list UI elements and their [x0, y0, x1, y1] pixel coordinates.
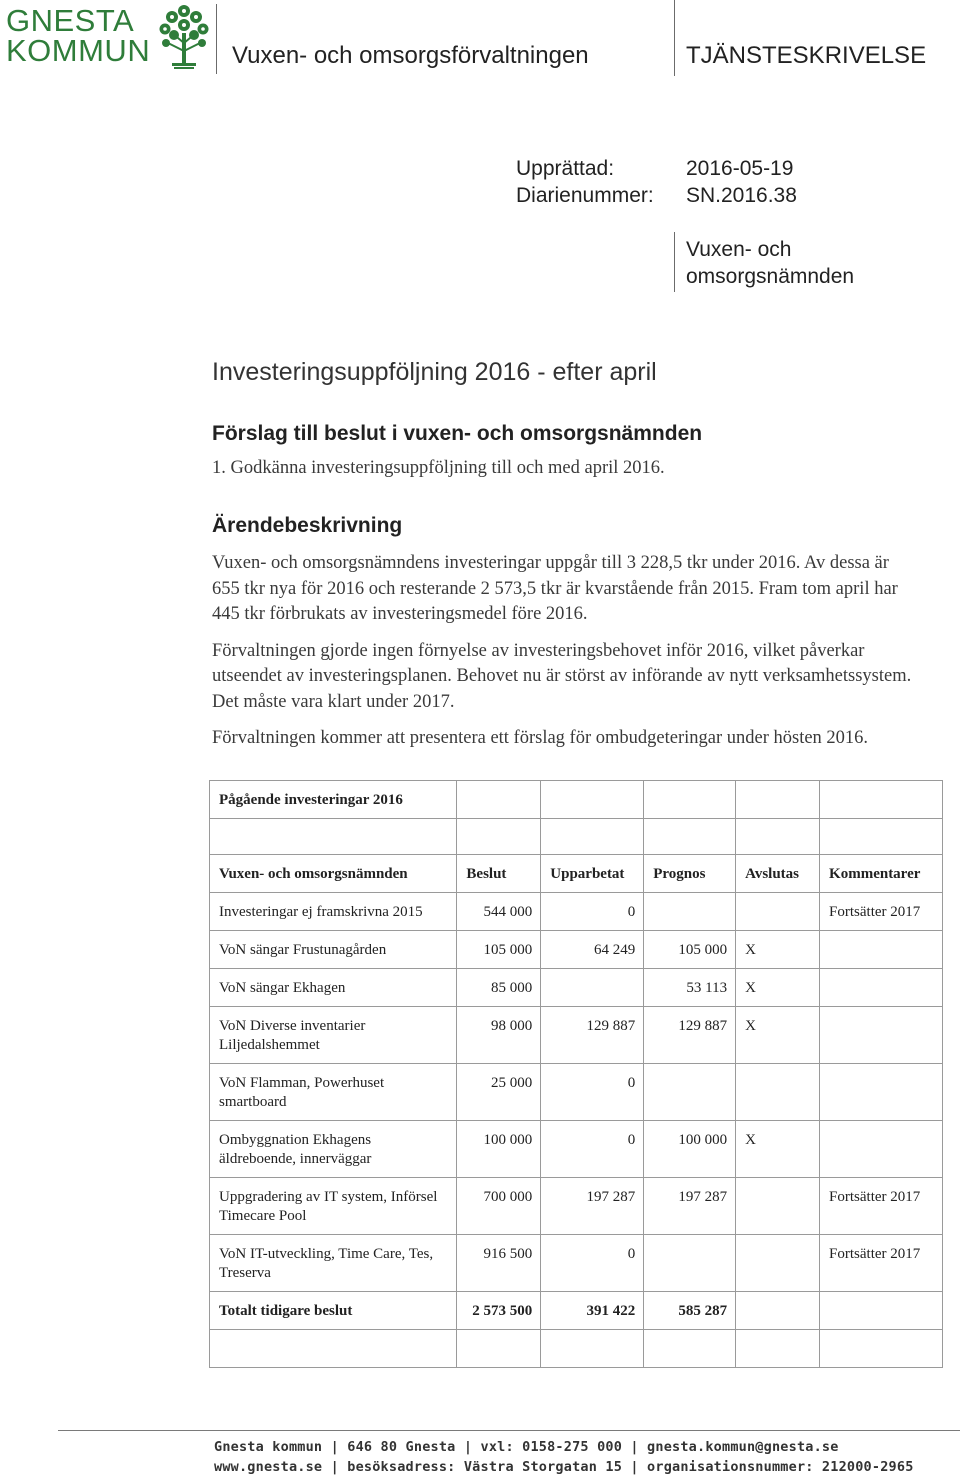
table-total-row [210, 1292, 943, 1330]
table-row [210, 969, 943, 1007]
row-label: VoN Diverse inventarier Liljedalshemmet [210, 1007, 457, 1064]
investments-table [209, 780, 943, 1368]
column-header: Avslutas [736, 855, 820, 893]
diary-number: SN.2016.38 [686, 184, 797, 207]
cell-beslut: 100 000 [457, 1121, 541, 1178]
cell-avslutas: X [736, 931, 820, 969]
cell-avslutas: X [736, 1007, 820, 1064]
table-row [210, 1007, 943, 1064]
table-empty-row [210, 1330, 943, 1368]
total-avslutas [736, 1292, 820, 1330]
cell-avslutas [736, 1235, 820, 1292]
cell-upparbetat: 64 249 [541, 931, 644, 969]
table-header-row [210, 855, 943, 893]
column-header: Prognos [644, 855, 736, 893]
proposal-item: 1. Godkänna investeringsuppföljning till och med april 2016. [212, 458, 665, 478]
row-label: VoN Flamman, Powerhuset smartboard [210, 1064, 457, 1121]
cell-kommentar [820, 969, 943, 1007]
total-beslut: 2 573 500 [457, 1292, 541, 1330]
recipient-line-1: Vuxen- och [686, 238, 792, 261]
cell-kommentar: Fortsätter 2017 [820, 1178, 943, 1235]
cell-avslutas [736, 893, 820, 931]
table-row [210, 1235, 943, 1292]
recipient-divider [674, 232, 675, 292]
cell-avslutas [736, 1178, 820, 1235]
description-body [212, 551, 912, 752]
cell-beslut: 85 000 [457, 969, 541, 1007]
cell-upparbetat: 0 [541, 893, 644, 931]
table-row [210, 1121, 943, 1178]
recipient-line-2: omsorgsnämnden [686, 265, 855, 288]
total-upparbetat: 391 422 [541, 1292, 644, 1330]
total-prognos: 585 287 [644, 1292, 736, 1330]
description-paragraph-3: Förvaltningen kommer att presentera ett förslag för ombudgeteringar under hösten 2016. [212, 728, 869, 748]
cell-prognos [644, 1064, 736, 1121]
description-paragraph-2: Förvaltningen gjorde ingen förnyelse av investeringsbehovet inför 2016, vilket påverkar utseendet av investeringsplanen. Behovet nu är störst av införande av nytt verksamhetssystem. Det måste vara klart under 2017. [212, 640, 912, 712]
diary-label: Diarienummer: [516, 184, 654, 207]
column-header: Vuxen- och omsorgsnämnden [210, 855, 457, 893]
footer-divider [58, 1430, 960, 1431]
table-row [210, 1178, 943, 1235]
cell-kommentar [820, 931, 943, 969]
cell-upparbetat: 197 287 [541, 1178, 644, 1235]
cell-upparbetat: 0 [541, 1235, 644, 1292]
cell-beslut: 916 500 [457, 1235, 541, 1292]
table-row [210, 893, 943, 931]
document-title: Investeringsuppföljning 2016 - efter april [212, 358, 657, 386]
cell-kommentar: Fortsätter 2017 [820, 893, 943, 931]
logo-line-1: GNESTA [6, 3, 135, 38]
document-type: TJÄNSTESKRIVELSE [686, 42, 927, 69]
row-label: VoN IT-utveckling, Time Care, Tes, Treserva [210, 1235, 457, 1292]
cell-avslutas: X [736, 969, 820, 1007]
logo-line-2: KOMMUN [6, 33, 151, 68]
column-header: Kommentarer [820, 855, 943, 893]
column-header: Upparbetat [541, 855, 644, 893]
footer-line-1: Gnesta kommun | 646 80 Gnesta | vxl: 0158-275 000 | gnesta.kommun@gnesta.se [214, 1439, 839, 1455]
table-row [210, 931, 943, 969]
created-label: Upprättad: [516, 157, 615, 180]
cell-beslut: 700 000 [457, 1178, 541, 1235]
cell-prognos: 53 113 [644, 969, 736, 1007]
cell-beslut: 25 000 [457, 1064, 541, 1121]
cell-kommentar [820, 1121, 943, 1178]
cell-upparbetat [541, 969, 644, 1007]
row-label: Uppgradering av IT system, Införsel Timecare Pool [210, 1178, 457, 1235]
logo-wordmark [6, 3, 151, 68]
cell-beslut: 98 000 [457, 1007, 541, 1064]
cell-prognos: 197 287 [644, 1178, 736, 1235]
cell-kommentar [820, 1064, 943, 1121]
cell-prognos: 129 887 [644, 1007, 736, 1064]
cell-avslutas [736, 1064, 820, 1121]
cell-prognos: 105 000 [644, 931, 736, 969]
footer-line-2: www.gnesta.se | besöksadress: Västra Storgatan 15 | organisationsnummer: 212000-2965 [214, 1459, 914, 1475]
cell-prognos: 100 000 [644, 1121, 736, 1178]
table-caption: Pågående investeringar 2016 [210, 781, 457, 819]
description-paragraph-1: Vuxen- och omsorgsnämndens investeringar uppgår till 3 228,5 tkr under 2016. Av dessa är 655 tkr nya för 2016 och resterande 2 573,5 tkr är kvarstående från 2015. Fram tom april har 445 tkr förbrukats av investeringsmedel före 2016. [212, 553, 898, 624]
department-name: Vuxen- och omsorgsförvaltningen [232, 42, 589, 69]
total-kommentar [820, 1292, 943, 1330]
cell-kommentar: Fortsätter 2017 [820, 1235, 943, 1292]
cell-kommentar [820, 1007, 943, 1064]
row-label: Investeringar ej framskrivna 2015 [210, 893, 457, 931]
proposal-heading: Förslag till beslut i vuxen- och omsorgsnämnden [212, 422, 703, 445]
cell-prognos [644, 1235, 736, 1292]
total-label: Totalt tidigare beslut [210, 1292, 457, 1330]
cell-beslut: 105 000 [457, 931, 541, 969]
description-heading: Ärendebeskrivning [212, 514, 403, 537]
table-spacer-row [210, 819, 943, 855]
row-label: VoN sängar Ekhagen [210, 969, 457, 1007]
tree-logo-icon [158, 3, 210, 71]
created-date: 2016-05-19 [686, 157, 794, 180]
header-divider-left [216, 4, 217, 74]
cell-avslutas: X [736, 1121, 820, 1178]
cell-beslut: 544 000 [457, 893, 541, 931]
column-header: Beslut [457, 855, 541, 893]
cell-upparbetat: 0 [541, 1064, 644, 1121]
header-divider-right [674, 0, 675, 76]
row-label: Ombyggnation Ekhagens äldreboende, innerväggar [210, 1121, 457, 1178]
table-row [210, 1064, 943, 1121]
table-caption-row [210, 781, 943, 819]
cell-prognos [644, 893, 736, 931]
cell-upparbetat: 129 887 [541, 1007, 644, 1064]
row-label: VoN sängar Frustunagården [210, 931, 457, 969]
cell-upparbetat: 0 [541, 1121, 644, 1178]
